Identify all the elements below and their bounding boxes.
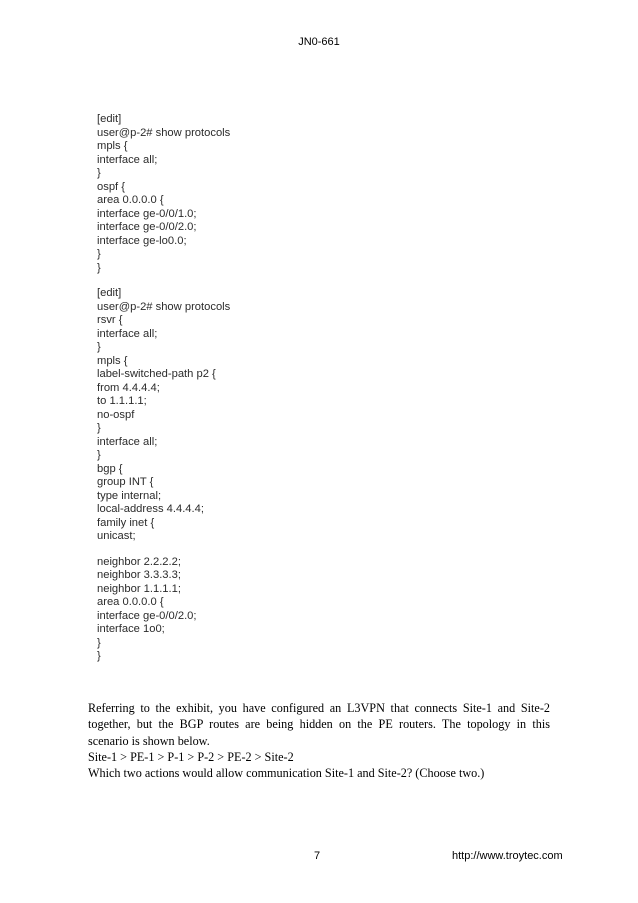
config-line: local-address 4.4.4.4; — [97, 503, 204, 515]
question-line: Referring to the exhibit, you have configured an L3VPN that connects Site-1 and Site-2 — [88, 701, 550, 715]
question-text — [88, 700, 550, 781]
config-line: neighbor 2.2.2.2; — [97, 555, 181, 568]
config-line: } — [97, 261, 101, 274]
config-line: to 1.1.1.1; — [97, 395, 147, 407]
config-line: } — [97, 341, 101, 353]
config-line: interface ge-lo0.0; — [97, 234, 187, 247]
config-line: interface ge-0/0/2.0; — [97, 221, 197, 233]
config-line: } — [97, 248, 101, 260]
config-line: user@p-2# show protocols — [97, 300, 231, 313]
config-line: neighbor 1.1.1.1; — [97, 582, 181, 595]
config-line: interface all; — [97, 327, 158, 340]
config-line: neighbor 3.3.3.3; — [97, 569, 181, 581]
question-line: together, but the BGP routes are being hidden on the PE routers. The topology in this — [88, 717, 550, 732]
config-line: [edit] — [97, 287, 122, 299]
config-line: no-ospf — [97, 408, 135, 421]
page-header-title: JN0-661 — [298, 36, 340, 48]
config-line: area 0.0.0.0 { — [97, 596, 164, 608]
config-line: unicast; — [97, 530, 136, 542]
config-line: } — [97, 422, 101, 434]
config-line: label-switched-path p2 { — [97, 368, 216, 380]
config-line: user@p-2# show protocols — [97, 126, 231, 139]
topology-line: Site-1 > PE-1 > P-1 > P-2 > PE-2 > Site-2 — [88, 749, 294, 764]
config-line: interface all; — [97, 153, 158, 166]
config-line: } — [97, 650, 101, 662]
config-line: ospf { — [97, 180, 125, 193]
config-line: interface ge-0/0/1.0; — [97, 207, 197, 220]
config-line: } — [97, 449, 101, 461]
config-line: } — [97, 636, 101, 649]
question-line: scenario is shown below. — [88, 733, 210, 748]
config-line: interface all; — [97, 435, 158, 448]
config-line: } — [97, 167, 101, 179]
config-line: mpls { — [97, 354, 128, 367]
config-line: rsvr { — [97, 314, 123, 326]
config-line: area 0.0.0.0 { — [97, 194, 164, 206]
config-exhibit — [97, 113, 397, 664]
config-line: interface ge-0/0/2.0; — [97, 609, 197, 622]
config-line: bgp { — [97, 462, 123, 475]
config-line: from 4.4.4.4; — [97, 381, 160, 394]
config-line: mpls { — [97, 140, 128, 152]
config-line: group INT { — [97, 476, 154, 488]
question-prompt: Which two actions would allow communication Site-1 and Site-2? (Choose two.) — [88, 766, 485, 781]
page-number: 7 — [314, 850, 321, 862]
footer-url-link[interactable]: http://www.troytec.com — [452, 850, 563, 862]
config-line: [edit] — [97, 113, 122, 125]
config-line: family inet { — [97, 516, 155, 529]
config-line: type internal; — [97, 489, 162, 502]
config-line: interface 1o0; — [97, 623, 165, 635]
